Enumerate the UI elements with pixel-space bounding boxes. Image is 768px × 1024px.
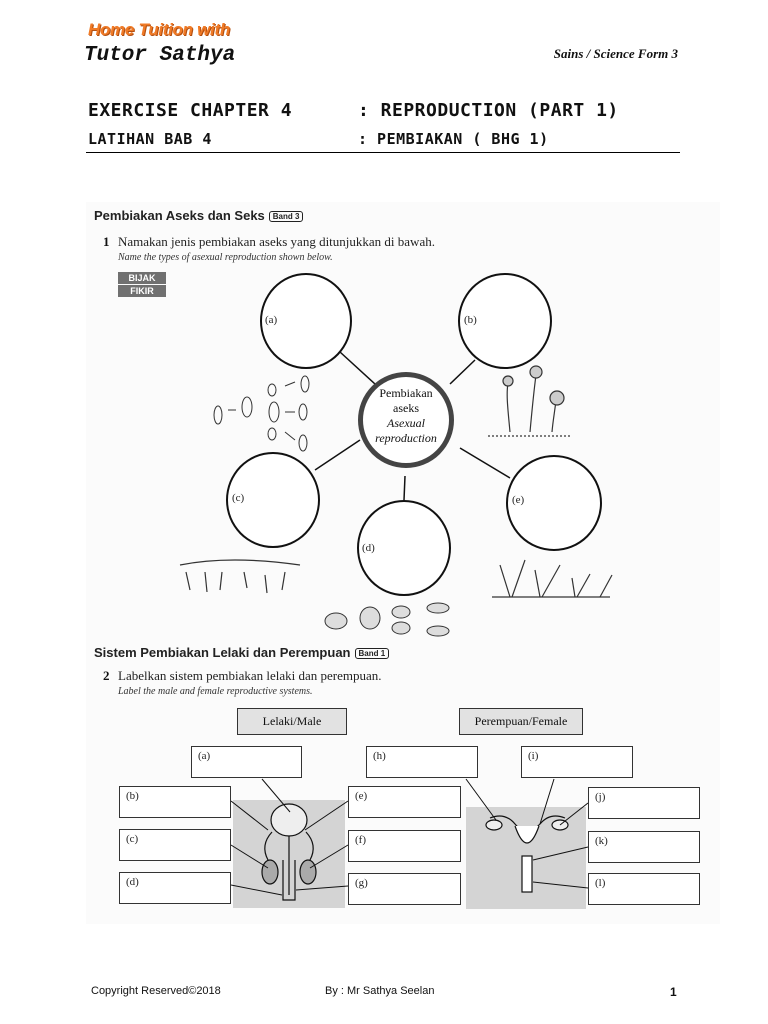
answer-box-j[interactable]: (j)	[588, 787, 700, 819]
section1-band: Band 3	[269, 211, 304, 222]
answer-box-k[interactable]: (k)	[588, 831, 700, 863]
center-line-1: Pembiakan	[379, 386, 433, 400]
answer-box-c[interactable]: (c)	[119, 829, 231, 861]
footer-copyright: Copyright Reserved©2018	[91, 985, 221, 997]
answer-box-i[interactable]: (i)	[521, 746, 633, 778]
center-line-2: aseks	[393, 401, 419, 415]
answer-box-l[interactable]: (l)	[588, 873, 700, 905]
subject-label: Sains / Science Form 3	[553, 46, 678, 61]
label-e: (e)	[512, 494, 525, 506]
badge-line-2: FIKIR	[118, 285, 166, 297]
brand-line-2: Tutor Sathya	[84, 44, 236, 67]
q2-text: Labelkan sistem pembiakan lelaki dan perempuan.	[118, 668, 382, 683]
center-line-4: reproduction	[375, 431, 437, 445]
answer-box-e[interactable]: (e)	[348, 786, 461, 818]
answer-box-b[interactable]: (b)	[119, 786, 231, 818]
header-right-2: : PEMBIAKAN ( BHG 1)	[358, 130, 549, 148]
male-header: Lelaki/Male	[237, 708, 347, 735]
answer-box-d[interactable]: (d)	[119, 872, 231, 904]
q1-translation: Name the types of asexual reproduction shown below.	[118, 252, 333, 263]
answer-box-h[interactable]: (h)	[366, 746, 478, 778]
q2-translation: Label the male and female reproductive systems.	[118, 686, 313, 697]
answer-box-f[interactable]: (f)	[348, 830, 461, 862]
female-header: Perempuan/Female	[459, 708, 583, 735]
q1-number: 1	[103, 234, 110, 249]
label-a: (a)	[265, 314, 278, 326]
header-left-1: EXERCISE CHAPTER 4	[88, 100, 293, 121]
answer-box-g[interactable]: (g)	[348, 873, 461, 905]
header-left-2: LATIHAN BAB 4	[88, 130, 212, 148]
q2-number: 2	[103, 668, 110, 683]
q1-text: Namakan jenis pembiakan aseks yang ditunjukkan di bawah.	[118, 234, 435, 249]
label-b: (b)	[464, 314, 477, 326]
header-right-1: : REPRODUCTION (PART 1)	[358, 100, 619, 121]
section1-title-text: Pembiakan Aseks dan Seks	[94, 208, 265, 223]
page-number: 1	[670, 985, 677, 999]
answer-box-a[interactable]: (a)	[191, 746, 302, 778]
brand-line-1: Home Tuition with	[88, 20, 230, 39]
badge-line-1: BIJAK	[118, 272, 166, 284]
center-line-3: Asexual	[387, 416, 425, 430]
footer-author: By : Mr Sathya Seelan	[325, 985, 435, 997]
section2-title-text: Sistem Pembiakan Lelaki dan Perempuan	[94, 645, 351, 660]
label-d: (d)	[362, 542, 375, 554]
label-c: (c)	[232, 492, 245, 504]
section2-band: Band 1	[355, 648, 390, 659]
